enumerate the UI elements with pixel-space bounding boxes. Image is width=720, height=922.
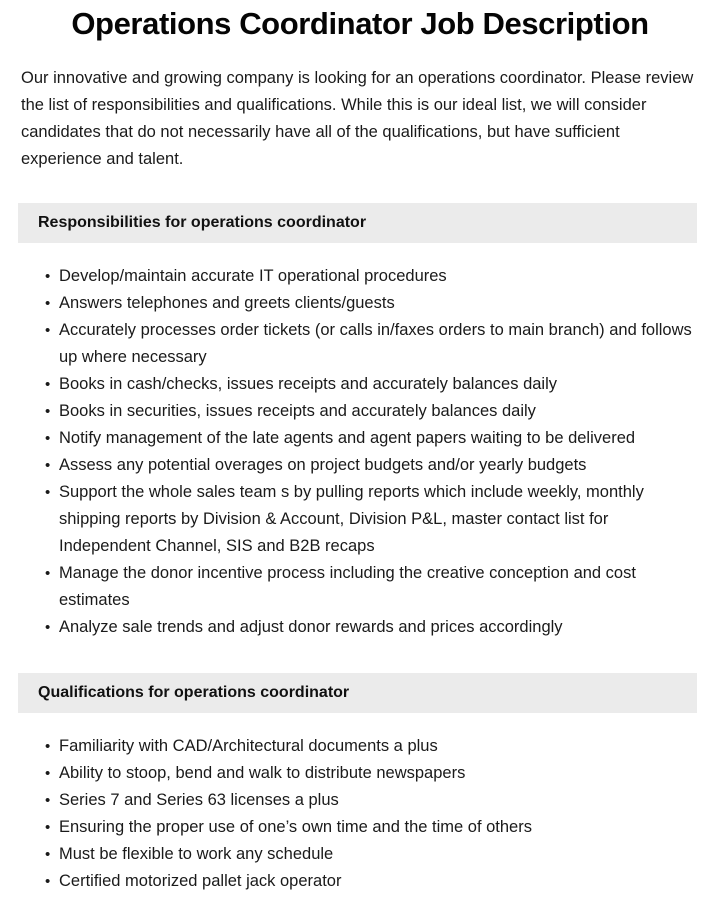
list-item: • Support the whole sales team s by pulling reports which include weekly, monthly shipping reports by Division & Account, Division P&L, master contact list for Independent Channel, SIS and B2B recaps <box>45 479 697 560</box>
list-item: • Notify management of the late agents and agent papers waiting to be delivered <box>45 425 697 452</box>
list-item: • Accurately processes order tickets (or calls in/faxes orders to main branch) and follows up where necessary <box>45 317 697 371</box>
list-item: • Develop/maintain accurate IT operational procedures <box>45 263 697 290</box>
list-item: • Ability to stoop, bend and walk to distribute newspapers <box>45 760 697 787</box>
responsibilities-list <box>0 243 720 641</box>
qualifications-list <box>0 713 720 895</box>
section-header-band-responsibilities <box>18 203 697 243</box>
section-qualifications <box>0 673 720 895</box>
section-heading-qualifications: Qualifications for operations coordinator <box>38 684 350 701</box>
list-item: • Books in securities, issues receipts and accurately balances daily <box>45 398 697 425</box>
list-item: • Books in cash/checks, issues receipts and accurately balances daily <box>45 371 697 398</box>
list-item: • Manage the donor incentive process including the creative conception and cost estimates <box>45 560 697 614</box>
list-item: • Ensuring the proper use of one’s own time and the time of others <box>45 814 697 841</box>
list-item: • Assess any potential overages on project budgets and/or yearly budgets <box>45 452 697 479</box>
list-item: • Certified motorized pallet jack operator <box>45 868 697 895</box>
list-item: • Familiarity with CAD/Architectural documents a plus <box>45 733 697 760</box>
page-title: Operations Coordinator Job Description <box>71 6 649 41</box>
intro-paragraph: Our innovative and growing company is looking for an operations coordinator. Please review the list of responsibilities and qualifications. While this is our ideal list, we will consider candidates that do not necessarily have all of the qualifications, but have sufficient experience and talent. <box>21 69 694 168</box>
list-item: • Must be flexible to work any schedule <box>45 841 697 868</box>
list-item: • Analyze sale trends and adjust donor rewards and prices accordingly <box>45 614 697 641</box>
section-header-band-qualifications <box>18 673 697 713</box>
section-heading-responsibilities: Responsibilities for operations coordinator <box>38 214 367 231</box>
section-responsibilities <box>0 203 720 641</box>
list-item: • Series 7 and Series 63 licenses a plus <box>45 787 697 814</box>
list-item: • Answers telephones and greets clients/guests <box>45 290 697 317</box>
